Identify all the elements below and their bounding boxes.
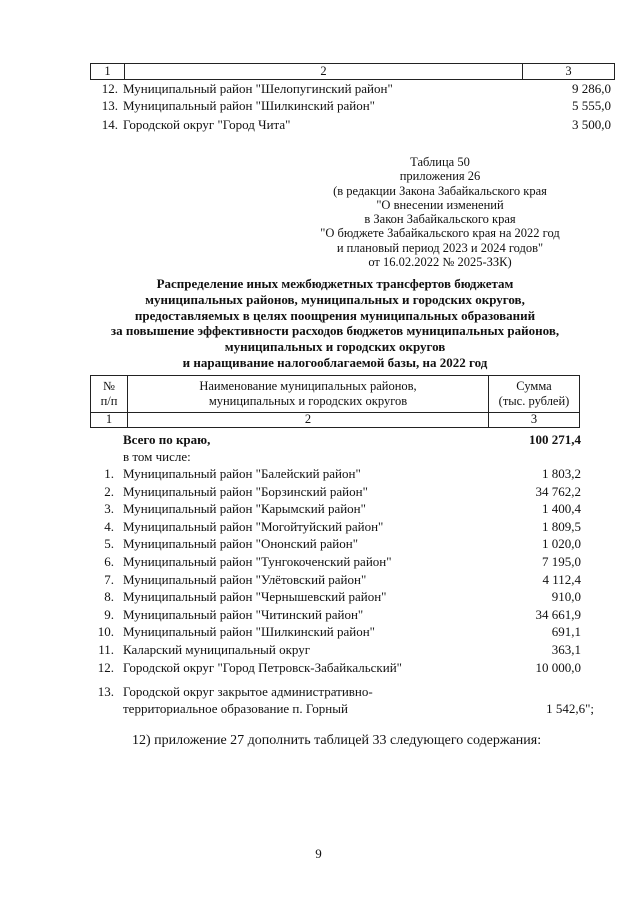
row-number: 7.: [104, 571, 114, 587]
page-number: 9: [315, 846, 322, 861]
row-name: Муниципальный район "Могойтуйский район": [123, 518, 384, 534]
header-text: Наименование муниципальных районов,: [199, 379, 417, 393]
row-number: 13.: [101, 98, 118, 113]
row-number: 2.: [104, 483, 114, 499]
row-number: 5.: [104, 536, 114, 552]
row-value: 1 542,6";: [546, 701, 594, 716]
table-row: [0, 642, 637, 660]
row-value: 4 112,4: [542, 571, 581, 587]
row-number: 1.: [104, 466, 114, 481]
table-reference: [300, 155, 580, 269]
row-value: 1 803,2: [542, 466, 581, 481]
row-value: 5 555,0: [572, 98, 611, 113]
row-value: 9 286,0: [572, 81, 611, 96]
top-table-header: [90, 63, 615, 80]
main-table-col-numbers: [90, 412, 580, 428]
title-line: за повышение эффективности расходов бюджетов муниципальных районов,: [110, 323, 560, 339]
table-row: [0, 624, 637, 642]
row-number: 13.: [97, 684, 114, 699]
row-name: Городской округ "Город Чита": [123, 117, 291, 132]
table-row: [0, 607, 637, 625]
row-number: 9.: [104, 606, 114, 622]
top-header-col3: 3: [565, 64, 572, 78]
row-value: 1 400,4: [542, 501, 581, 517]
top-header-col2: 2: [125, 64, 523, 79]
header-text: п/п: [100, 394, 118, 408]
total-label: Всего по краю,: [123, 432, 211, 447]
row-name: Муниципальный район "Ононский район": [123, 536, 359, 552]
row-value: 1 020,0: [542, 536, 581, 552]
row-value: 34 762,2: [535, 483, 581, 499]
header-col-sum: [489, 376, 579, 412]
title-line: и наращивание налогооблагаемой базы, на 2022 год: [182, 354, 488, 370]
row-number: 6.: [104, 554, 114, 569]
header-text: №: [103, 379, 115, 393]
row-name: территориальное образование п. Горный: [123, 701, 348, 716]
header-col-number: [91, 376, 128, 412]
row-number: 14.: [101, 117, 118, 132]
row-value: 691,1: [551, 624, 581, 640]
row-number: 3.: [104, 501, 114, 517]
revision-note-line: и плановый период 2023 и 2024 годов": [336, 240, 544, 255]
table-row: [0, 684, 637, 702]
appendix-label: приложения 26: [399, 169, 481, 184]
title-line: Распределение иных межбюджетных трансфертов бюджетам: [156, 276, 514, 291]
row-number: 4.: [104, 518, 114, 534]
row-number: 11.: [98, 642, 114, 657]
revision-note-line: (в редакции Закона Забайкальского края: [333, 183, 547, 198]
row-value: 3 500,0: [572, 117, 611, 132]
header-text: (тыс. рублей): [498, 394, 570, 408]
top-header-col1: 1: [91, 64, 125, 79]
table-row: [0, 501, 637, 519]
row-value: 363,1: [551, 642, 581, 657]
amendment-text: 12) приложение 27 дополнить таблицей 33 следующего содержания:: [132, 733, 542, 748]
row-name: Муниципальный район "Тунгокоченский район": [123, 554, 392, 569]
row-name: Муниципальный район "Читинский район": [123, 606, 364, 622]
revision-note-line: от 16.02.2022 № 2025-ЗЗК): [368, 255, 512, 270]
row-name: Городской округ "Город Петровск-Забайкальский": [123, 659, 402, 675]
top-table-row: [0, 117, 637, 135]
title-line: предоставляемых в целях поощрения муниципальных образований: [134, 307, 536, 323]
row-number: 12.: [97, 659, 114, 675]
row-name: Муниципальный район "Карымский район": [123, 501, 366, 517]
top-table-row: [0, 98, 637, 116]
revision-note-line: "О бюджете Забайкальского края на 2022 год: [320, 226, 560, 241]
row-name: Муниципальный район "Чернышевский район": [123, 589, 387, 605]
row-number: 10.: [97, 624, 114, 640]
row-value: 7 195,0: [542, 554, 581, 569]
top-table-row: [0, 81, 637, 99]
table-row: [0, 660, 637, 678]
row-value: 10 000,0: [535, 659, 581, 675]
table-row: [0, 554, 637, 572]
table-row-continued: [0, 701, 637, 719]
including-label: в том числе:: [123, 449, 191, 464]
header-text: Сумма: [516, 379, 552, 393]
row-number: 12.: [101, 81, 118, 96]
header-text: муниципальных и городских округов: [208, 394, 408, 408]
revision-note-line: "О внесении изменений: [376, 197, 504, 212]
row-value: 910,0: [551, 589, 581, 605]
table-row: [0, 572, 637, 590]
table-row: [0, 466, 637, 484]
row-name: Муниципальный район "Борзинский район": [123, 483, 368, 499]
table-label: Таблица 50: [410, 155, 470, 169]
row-name: Каларский муниципальный округ: [123, 642, 311, 657]
table-row: [0, 589, 637, 607]
col-number-1: 1: [91, 412, 128, 427]
header-col-name: [128, 376, 489, 412]
row-name: Муниципальный район "Шелопугинский район": [123, 81, 393, 96]
col-number-2: 2: [128, 412, 489, 427]
row-value: 34 661,9: [535, 606, 581, 622]
row-name: Муниципальный район "Шилкинский район": [123, 624, 375, 640]
total-row: [0, 432, 637, 450]
row-name: Городской округ закрытое административно-: [123, 684, 373, 699]
title-line: муниципальных и городских округов: [224, 339, 446, 355]
row-name: Муниципальный район "Улётовский район": [123, 571, 367, 587]
row-value: 1 809,5: [542, 518, 581, 534]
table-row: [0, 519, 637, 537]
table-title: [90, 276, 580, 371]
main-table-header: [90, 375, 580, 413]
total-value: 100 271,4: [529, 432, 581, 447]
row-name: Муниципальный район "Балейский район": [123, 466, 361, 481]
row-number: 8.: [104, 589, 114, 605]
including-row: [0, 449, 637, 467]
col-number-3: 3: [530, 412, 538, 426]
table-row: [0, 484, 637, 502]
revision-note-line: в Закон Забайкальского края: [364, 212, 516, 227]
title-line: муниципальных районов, муниципальных и городских округов,: [145, 291, 525, 307]
table-row: [0, 536, 637, 554]
row-name: Муниципальный район "Шилкинский район": [123, 98, 375, 113]
